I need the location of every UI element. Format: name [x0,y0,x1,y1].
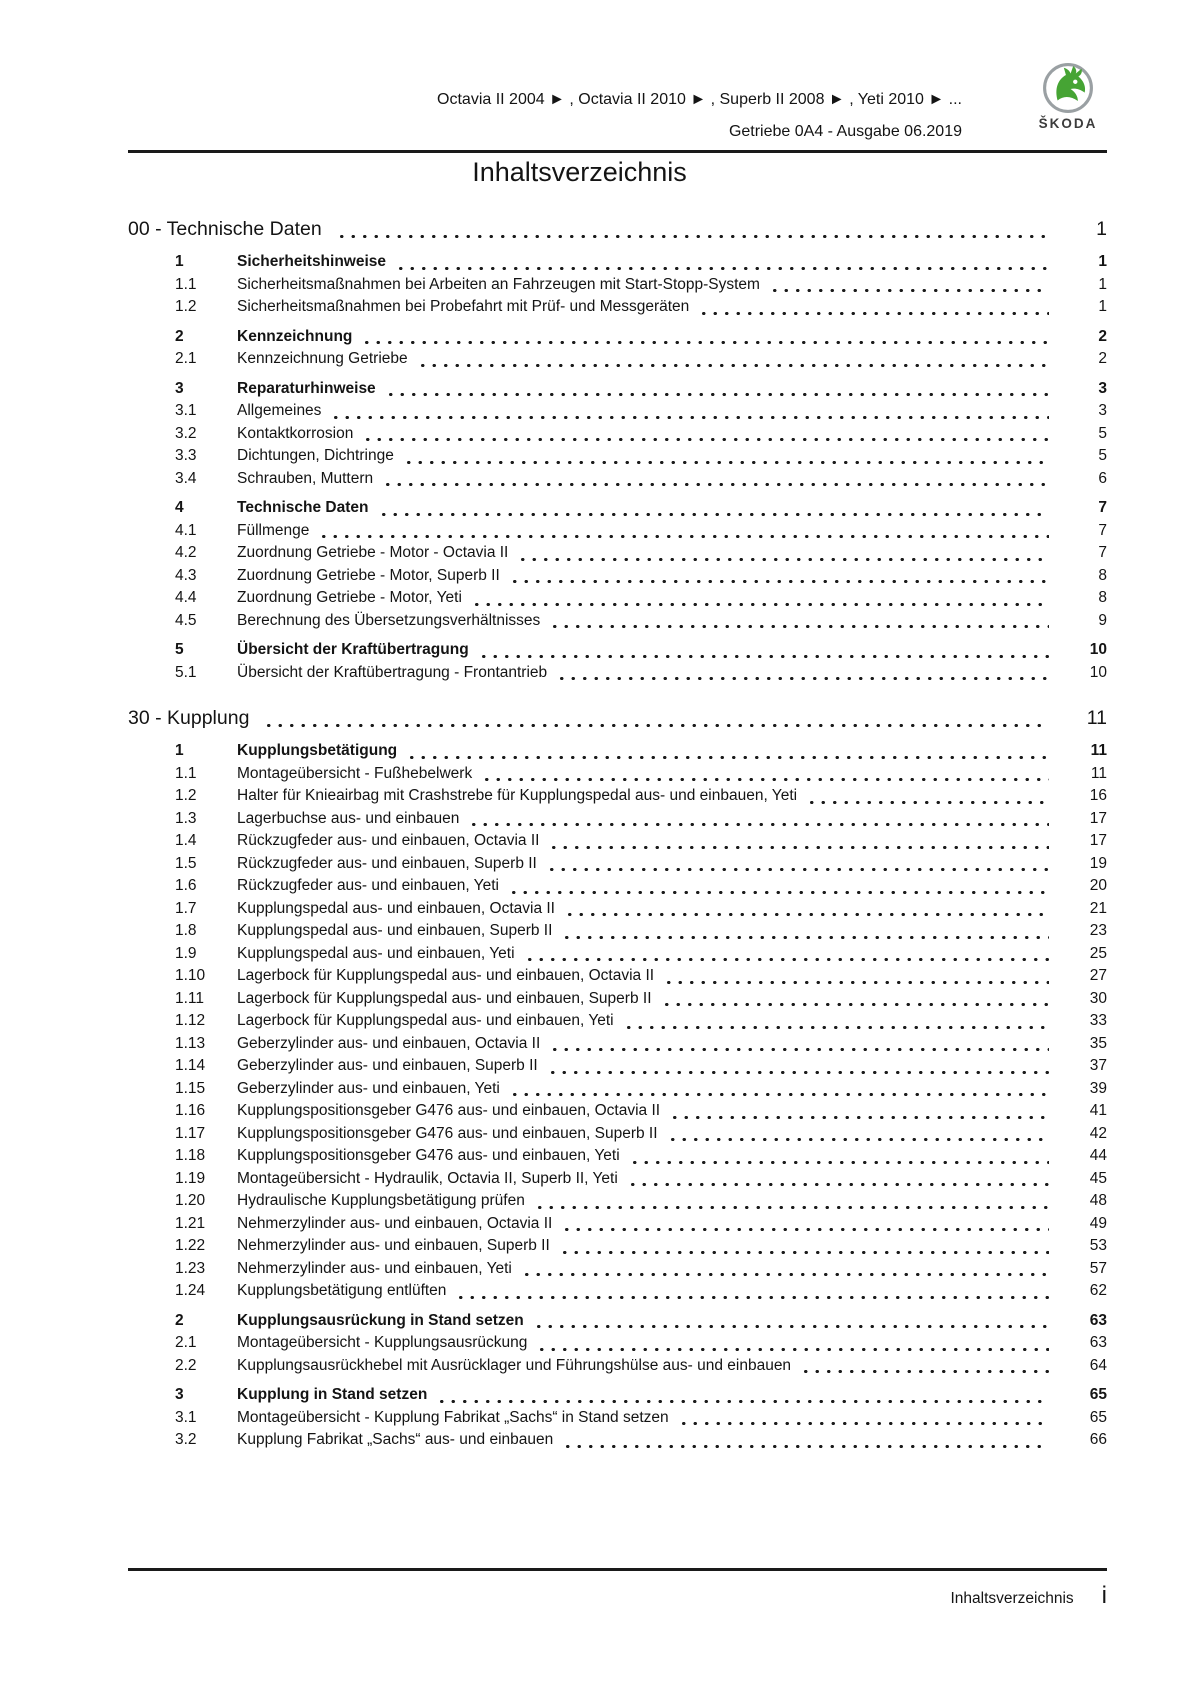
toc-entry [128,1190,1107,1213]
toc-entry [128,400,1107,423]
entry-page-number: 7 [1098,499,1107,516]
entry-page-number: 17 [1089,809,1107,827]
entry-number: 2.1 [175,1334,197,1351]
toc-entry [128,898,1107,921]
dot-leader [468,823,1049,826]
entry-page-number: 62 [1089,1282,1107,1299]
toc-entry [128,296,1107,319]
entry-number: 2 [175,327,184,345]
entry-title: Technische Daten [237,499,369,516]
dot-leader [524,958,1049,961]
entry-title: Lagerbock für Kupplungspedal aus- und einbauen, Yeti [237,1012,614,1029]
entry-page-number: 53 [1089,1237,1107,1254]
entry-number: 1.8 [175,922,197,939]
toc-entry [128,1280,1107,1303]
dot-leader [698,312,1049,315]
entry-page-number: 7 [1098,521,1107,539]
entry-title: Sicherheitshinweise [237,253,387,270]
toc-entry [128,542,1107,565]
section-page-number: 11 [1086,707,1107,729]
entry-number: 2 [175,1311,184,1329]
dot-leader [481,778,1049,781]
dot-leader [478,655,1049,658]
entry-page-number: 44 [1089,1147,1107,1164]
toc-entry [128,808,1107,831]
entry-page-number: 49 [1089,1214,1107,1232]
toc-entry [128,785,1107,808]
document-header [437,84,962,148]
toc-entry [128,740,1107,763]
dot-leader [385,393,1049,396]
entry-page-number: 2 [1098,350,1107,367]
toc-entry [128,348,1107,371]
entry-title: Rückzugfeder aus- und einbauen, Superb II [237,854,537,872]
entry-page-number: 1 [1098,275,1107,293]
entry-title: Kupplungspositionsgeber G476 aus- und einbauen, Superb II [237,1124,658,1142]
dot-leader [521,1273,1049,1276]
header-models-line: Octavia II 2004 ► , Octavia II 2010 ► , Superb II 2008 ► , Yeti 2010 ► ... [437,91,962,108]
entry-page-number: 8 [1098,566,1107,584]
entry-page-number: 3 [1098,379,1107,397]
toc-entry [128,1407,1107,1430]
entry-page-number: 5 [1098,447,1107,464]
entry-page-number: 64 [1089,1356,1107,1374]
dot-leader [417,364,1049,367]
toc-entry [128,853,1107,876]
toc-entry [128,1145,1107,1168]
entry-number: 1.7 [175,899,197,917]
toc-entry [128,988,1107,1011]
entry-page-number: 10 [1089,641,1107,658]
dot-leader [669,1116,1049,1119]
dot-leader [362,438,1049,441]
entry-title: Kupplungspositionsgeber G476 aus- und einbauen, Octavia II [237,1102,661,1119]
entry-title: Montageübersicht - Kupplung Fabrikat „Sachs“ in Stand setzen [237,1408,669,1426]
entry-number: 2.2 [175,1356,197,1374]
entry-title: Reparaturhinweise [237,379,376,397]
entry-page-number: 57 [1089,1259,1107,1277]
toc-entry [128,497,1107,520]
dot-leader [517,558,1049,561]
entry-number: 1.3 [175,809,197,827]
toc-entry [128,1355,1107,1378]
entry-page-number: 17 [1089,832,1107,849]
entry-number: 1 [175,253,184,270]
entry-title: Berechnung des Übersetzungsverhältnisses [237,611,541,629]
dot-leader [436,1400,1049,1403]
entry-number: 1.4 [175,832,197,849]
entry-title: Halter für Knieairbag mit Crashstrebe für Kupplungspedal aus- und einbauen, Yeti [237,787,798,804]
entry-page-number: 11 [1090,764,1107,782]
toc-entry [128,326,1107,349]
entry-number: 1.11 [175,989,205,1007]
entry-page-number: 6 [1098,469,1107,487]
entry-title: Rückzugfeder aus- und einbauen, Yeti [237,877,499,894]
entry-page-number: 9 [1098,611,1107,629]
entry-page-number: 41 [1089,1102,1107,1119]
dot-leader [509,580,1049,583]
entry-number: 3 [175,379,184,397]
toc-entry [128,468,1107,491]
header-divider [128,150,1107,153]
entry-number: 3.3 [175,447,197,464]
dot-leader [769,289,1049,292]
dot-leader [549,625,1049,628]
dot-leader [549,1048,1049,1051]
toc-entry [128,274,1107,297]
footer-page-number: i [1101,1582,1107,1609]
entry-number: 4.4 [175,589,197,606]
entry-page-number: 45 [1089,1169,1107,1187]
entry-number: 3.1 [175,1408,197,1426]
entry-page-number: 21 [1089,899,1107,917]
entry-number: 1.1 [175,764,197,782]
section-label: 30 - Kupplung [128,707,250,729]
dot-leader [263,724,1049,727]
entry-title: Kupplungsausrückung in Stand setzen [237,1311,524,1329]
entry-title: Kontaktkorrosion [237,424,354,442]
entry-title: Geberzylinder aus- und einbauen, Yeti [237,1079,500,1097]
entry-title: Montageübersicht - Fußhebelwerk [237,764,473,782]
entry-number: 1.10 [175,967,206,984]
entry-page-number: 25 [1089,944,1107,962]
dot-leader [627,1183,1049,1186]
entry-title: Rückzugfeder aus- und einbauen, Octavia II [237,832,540,849]
toc-entry [128,565,1107,588]
entry-page-number: 63 [1089,1334,1107,1351]
entry-page-number: 20 [1089,877,1107,894]
dot-leader [623,1026,1049,1029]
toc-entry [128,830,1107,853]
entry-page-number: 1 [1098,298,1107,315]
entry-number: 3.2 [175,424,197,442]
entry-title: Sicherheitsmaßnahmen bei Arbeiten an Fahrzeugen mit Start-Stopp-System [237,275,760,293]
toc-entry [128,251,1107,274]
entry-title: Zuordnung Getriebe - Motor - Octavia II [237,544,509,561]
entry-number: 1.18 [175,1147,206,1164]
footer-label: Inhaltsverzeichnis [950,1590,1074,1607]
dot-leader [336,235,1049,238]
entry-number: 1.17 [175,1124,206,1142]
entry-title: Montageübersicht - Hydraulik, Octavia II, Superb II, Yeti [237,1169,618,1187]
footer-divider [128,1568,1107,1571]
entry-number: 1.6 [175,877,197,894]
entry-title: Schrauben, Muttern [237,469,374,487]
entry-page-number: 35 [1089,1034,1107,1052]
page-footer [128,1584,1107,1608]
entry-title: Übersicht der Kraftübertragung - Frontantrieb [237,663,548,681]
entry-number: 1.19 [175,1169,206,1187]
toc-entry [128,445,1107,468]
entry-page-number: 3 [1098,402,1107,419]
entry-page-number: 8 [1098,589,1107,606]
entry-title: Lagerbuchse aus- und einbauen [237,809,460,827]
entry-page-number: 30 [1089,989,1107,1007]
entry-number: 3.4 [175,469,197,487]
dot-leader [548,846,1049,849]
toc-entry [128,378,1107,401]
entry-number: 1 [175,742,184,759]
toc-entry [128,965,1107,988]
entry-page-number: 37 [1089,1057,1107,1074]
entry-number: 3.2 [175,1431,197,1448]
toc-entry [128,1010,1107,1033]
entry-number: 1.13 [175,1034,206,1052]
dot-leader [406,756,1049,759]
entry-number: 5.1 [175,663,197,681]
entry-page-number: 7 [1098,544,1107,561]
entry-number: 1.12 [175,1012,206,1029]
section-label: 00 - Technische Daten [128,218,322,240]
skoda-logo [1033,62,1103,131]
dot-leader [403,461,1049,464]
entry-number: 1.15 [175,1079,206,1097]
dot-leader [395,267,1049,270]
dot-leader [806,801,1049,804]
dot-leader [382,483,1049,486]
dot-leader [318,535,1049,538]
toc-entry [128,920,1107,943]
toc-entry [128,1033,1107,1056]
entry-number: 4.1 [175,521,197,539]
toc-entry [128,1213,1107,1236]
dot-leader [547,1071,1049,1074]
dot-leader [564,913,1049,916]
entry-number: 4.2 [175,544,197,561]
entry-title: Nehmerzylinder aus- und einbauen, Octavia II [237,1214,553,1232]
entry-number: 1.14 [175,1057,206,1074]
entry-number: 4.3 [175,566,197,584]
entry-title: Lagerbock für Kupplungspedal aus- und einbauen, Superb II [237,989,652,1007]
entry-page-number: 1 [1098,253,1107,270]
entry-title: Geberzylinder aus- und einbauen, Superb II [237,1057,538,1074]
entry-title: Kupplungspedal aus- und einbauen, Octavia II [237,899,555,917]
entry-page-number: 16 [1089,787,1107,804]
entry-page-number: 19 [1089,854,1107,872]
entry-page-number: 33 [1089,1012,1107,1029]
entry-number: 1.24 [175,1282,206,1299]
entry-number: 1.1 [175,275,197,293]
entry-title: Lagerbock für Kupplungspedal aus- und einbauen, Octavia II [237,967,655,984]
toc-entry [128,639,1107,662]
toc-entry [128,423,1107,446]
toc-entry [128,662,1107,685]
toc-entry [128,1078,1107,1101]
section-page-number: 1 [1096,218,1107,240]
toc-entry [128,943,1107,966]
entry-page-number: 63 [1089,1311,1107,1329]
dot-leader [667,1138,1049,1141]
entry-number: 3 [175,1386,184,1403]
dot-leader [559,1251,1049,1254]
entry-page-number: 48 [1089,1192,1107,1209]
entry-number: 1.9 [175,944,197,962]
entry-title: Kupplung in Stand setzen [237,1386,428,1403]
dot-leader [378,513,1049,516]
entry-page-number: 27 [1089,967,1107,984]
skoda-logo-icon [1042,62,1094,114]
toc-entry [128,1332,1107,1355]
entry-number: 1.2 [175,298,197,315]
toc-entry [128,1168,1107,1191]
toc-entry [128,610,1107,633]
dot-leader [508,891,1049,894]
entry-title: Kennzeichnung Getriebe [237,350,408,367]
dot-leader [661,1003,1050,1006]
toc-entry [128,1384,1107,1407]
entry-page-number: 65 [1089,1386,1107,1403]
dot-leader [546,868,1049,871]
toc-entry [128,520,1107,543]
entry-title: Kupplungspositionsgeber G476 aus- und einbauen, Yeti [237,1147,620,1164]
dot-leader [509,1093,1049,1096]
header-edition-line: Getriebe 0A4 - Ausgabe 06.2019 [728,123,962,140]
entry-title: Hydraulische Kupplungsbetätigung prüfen [237,1192,525,1209]
entry-title: Montageübersicht - Kupplungsausrückung [237,1334,528,1351]
entry-page-number: 39 [1089,1079,1107,1097]
entry-number: 5 [175,641,184,658]
entry-title: Zuordnung Getriebe - Motor, Yeti [237,589,462,606]
toc-entry [128,763,1107,786]
entry-number: 2.1 [175,350,197,367]
dot-leader [562,1445,1049,1448]
toc-entry [128,875,1107,898]
entry-page-number: 65 [1089,1408,1107,1426]
dot-leader [536,1348,1049,1351]
toc-entry [128,1235,1107,1258]
entry-title: Kupplungsbetätigung [237,742,398,759]
entry-number: 1.21 [175,1214,206,1232]
entry-page-number: 66 [1089,1431,1107,1448]
toc-entry [128,1258,1107,1281]
entry-title: Kupplung Fabrikat „Sachs“ aus- und einbauen [237,1431,554,1448]
entry-number: 1.16 [175,1102,206,1119]
page-title: Inhaltsverzeichnis [472,157,687,187]
entry-page-number: 11 [1090,742,1107,759]
toc-entry [128,587,1107,610]
dot-leader [534,1206,1049,1209]
dot-leader [629,1161,1049,1164]
dot-leader [556,677,1049,680]
entry-page-number: 5 [1098,424,1107,442]
skoda-brand-word: ŠKODA [1038,116,1098,131]
entry-title: Sicherheitsmaßnahmen bei Probefahrt mit Prüf- und Messgeräten [237,298,690,315]
dot-leader [361,341,1049,344]
entry-title: Nehmerzylinder aus- und einbauen, Superb II [237,1237,550,1254]
toc-entry [128,1310,1107,1333]
entry-number: 4.5 [175,611,197,629]
entry-title: Geberzylinder aus- und einbauen, Octavia II [237,1034,541,1052]
toc-entry [128,1100,1107,1123]
toc [128,214,1107,1452]
dot-leader [533,1325,1049,1328]
dot-leader [471,603,1049,606]
entry-title: Zuordnung Getriebe - Motor, Superb II [237,566,500,584]
dot-leader [663,981,1049,984]
dot-leader [561,1228,1049,1231]
entry-number: 1.20 [175,1192,206,1209]
entry-number: 1.22 [175,1237,206,1254]
entry-title: Füllmenge [237,521,310,539]
entry-title: Nehmerzylinder aus- und einbauen, Yeti [237,1259,512,1277]
entry-title: Übersicht der Kraftübertragung [237,641,469,658]
entry-title: Kupplungsausrückhebel mit Ausrücklager und Führungshülse aus- und einbauen [237,1356,792,1374]
dot-leader [561,936,1049,939]
toc-entry [128,1429,1107,1452]
toc-entry [128,1055,1107,1078]
entry-title: Kennzeichnung [237,327,353,345]
entry-number: 1.5 [175,854,197,872]
entry-number: 4 [175,499,184,516]
entry-number: 1.23 [175,1259,206,1277]
toc-section-heading [128,214,1107,244]
dot-leader [330,416,1049,419]
entry-title: Dichtungen, Dichtringe [237,447,394,464]
entry-page-number: 10 [1089,663,1107,681]
dot-leader [800,1370,1049,1373]
entry-page-number: 42 [1089,1124,1107,1142]
toc-entry [128,1123,1107,1146]
entry-title: Allgemeines [237,402,322,419]
toc-section-heading [128,703,1107,733]
dot-leader [678,1422,1049,1425]
entry-page-number: 23 [1089,922,1107,939]
dot-leader [455,1296,1049,1299]
entry-title: Kupplungspedal aus- und einbauen, Superb II [237,922,553,939]
entry-title: Kupplungsbetätigung entlüften [237,1282,447,1299]
entry-page-number: 2 [1098,327,1107,345]
entry-title: Kupplungspedal aus- und einbauen, Yeti [237,944,515,962]
entry-number: 3.1 [175,402,197,419]
entry-number: 1.2 [175,787,197,804]
